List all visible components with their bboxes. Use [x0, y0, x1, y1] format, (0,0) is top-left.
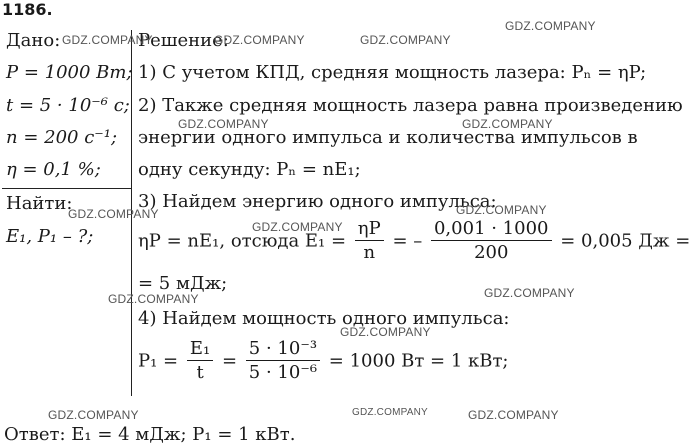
- fraction-numeric: [431, 218, 552, 265]
- watermark: GDZ.COMPANY: [360, 33, 451, 47]
- given-line-time: t = 5 · 10⁻⁶ с;: [6, 95, 130, 116]
- watermark: GDZ.COMPANY: [108, 292, 199, 306]
- given-line-rate: n = 200 с⁻¹;: [6, 127, 118, 148]
- fraction-power-numeric: [246, 338, 320, 385]
- energy-result-mj: = 5 мДж;: [138, 273, 228, 294]
- watermark: GDZ.COMPANY: [340, 325, 431, 339]
- fraction-etaP-over-n: [355, 218, 384, 265]
- given-line-power: P = 1000 Вт;: [6, 62, 133, 83]
- solution-header: Решение:: [138, 30, 229, 51]
- fraction-denominator: 5 · 10⁻⁶: [248, 362, 318, 383]
- fraction-numerator: 0,001 · 1000: [431, 218, 552, 241]
- watermark: GDZ.COMPANY: [62, 33, 153, 47]
- given-header: Дано:: [6, 30, 61, 51]
- watermark: GDZ.COMPANY: [48, 408, 139, 422]
- fraction-denominator: n: [363, 242, 376, 263]
- power-formula: [138, 338, 509, 385]
- fraction-E1-over-t: [187, 338, 213, 385]
- answer-line: Ответ: E₁ = 4 мДж; P₁ = 1 кВт.: [4, 424, 296, 445]
- equals-sign: =: [221, 350, 238, 372]
- step-2-line-1: 2) Также средняя мощность лазера равна произведению: [138, 95, 683, 116]
- step-2-line-2: энергии одного импульса и количества импульсов в: [138, 127, 638, 148]
- problem-number: 1186.: [2, 0, 53, 19]
- watermark: GDZ.COMPANY: [214, 33, 305, 47]
- watermark: GDZ.COMPANY: [252, 220, 343, 234]
- fraction-numerator: ηP: [355, 218, 384, 241]
- step-3: 3) Найдем энергию одного импульса:: [138, 191, 497, 212]
- watermark: GDZ.COMPANY: [468, 408, 559, 422]
- fraction-denominator: t: [196, 362, 204, 383]
- watermark: GDZ.COMPANY: [505, 19, 596, 33]
- energy-formula: [138, 218, 690, 265]
- fraction-denominator: 200: [474, 242, 509, 263]
- watermark: GDZ.COMPANY: [352, 407, 428, 418]
- step-4: 4) Найдем мощность одного импульса:: [138, 308, 510, 329]
- equals-sign: = –: [392, 230, 423, 252]
- energy-formula-prefix: ηP = nE₁, отсюда E₁ =: [138, 230, 347, 252]
- energy-result: = 0,005 Дж =: [560, 230, 690, 252]
- step-2-line-3: одну секунду: Pₙ = nE₁;: [138, 159, 361, 180]
- fraction-numerator: E₁: [187, 338, 213, 361]
- power-formula-prefix: P₁ =: [138, 350, 179, 372]
- watermark: GDZ.COMPANY: [462, 117, 553, 131]
- watermark: GDZ.COMPANY: [178, 117, 269, 131]
- watermark: GDZ.COMPANY: [484, 286, 575, 300]
- find-header: Найти:: [6, 193, 73, 214]
- find-expression: E₁, P₁ – ?;: [6, 226, 94, 247]
- step-1: 1) С учетом КПД, средняя мощность лазера: Pₙ = ηP;: [138, 62, 647, 83]
- watermark: GDZ.COMPANY: [456, 203, 547, 217]
- given-line-efficiency: η = 0,1 %;: [6, 159, 101, 180]
- given-find-divider: [2, 188, 131, 189]
- watermark: GDZ.COMPANY: [68, 207, 159, 221]
- power-result: = 1000 Вт = 1 кВт;: [328, 350, 509, 372]
- fraction-numerator: 5 · 10⁻³: [246, 338, 320, 361]
